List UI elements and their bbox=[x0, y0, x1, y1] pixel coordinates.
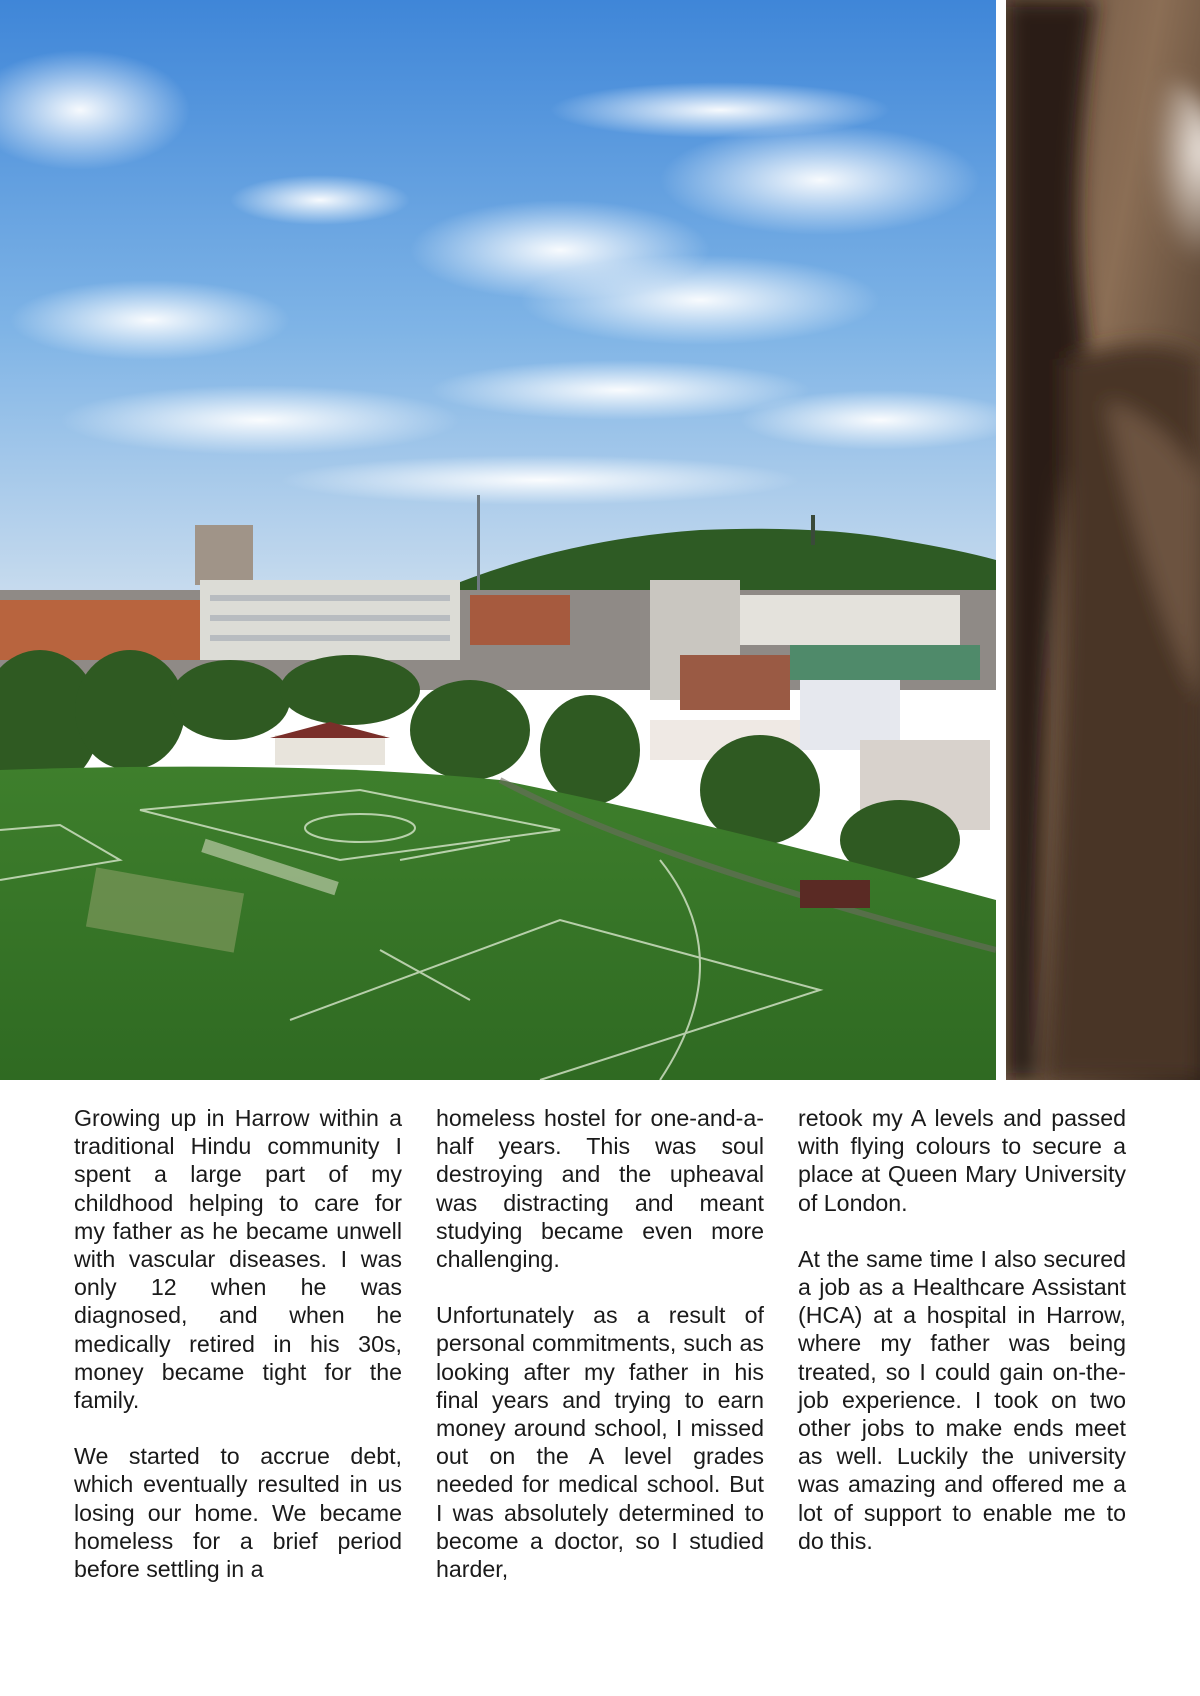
paragraph: At the same time I also secured a job as a Healthcare Assistant (HCA) at a hospital in Harrow, where my father was being treated, so I could gain on-the-job experience. I took on two other jobs to make ends meet as well. Luckily the university was amazing and offered me a lot of support to enable me to do this. bbox=[798, 1245, 1126, 1554]
article-column-2 bbox=[436, 1104, 764, 1611]
blurred-portrait-photo bbox=[1006, 0, 1200, 1080]
article-columns bbox=[74, 1104, 1126, 1611]
article-column-1 bbox=[74, 1104, 402, 1611]
paragraph: We started to accrue debt, which eventually resulted in us losing our home. We became homeless for a brief period before settling in a bbox=[74, 1443, 402, 1583]
paragraph: Growing up in Harrow within a traditional Hindu community I spent a large part of my childhood helping to care for my father as he became unwell with vascular diseases. I was only 12 when he was diagnosed, and when he medically retired in his 30s, money became tight for the family. bbox=[74, 1105, 402, 1414]
article-column-3 bbox=[798, 1104, 1126, 1611]
paragraph: Unfortunately as a result of personal commitments, such as looking after my father in his final years and trying to earn money around school, I missed out on the A level grades needed for medical school. But I was absolutely determined to become a doctor, so I studied harder, bbox=[436, 1302, 764, 1583]
paragraph: homeless hostel for one-and-a-half years. This was soul destroying and the upheaval was distracting and meant studying became even more challenging. bbox=[436, 1105, 764, 1273]
blurred-portrait-illustration bbox=[1006, 0, 1200, 1080]
paragraph: retook my A levels and passed with flying colours to secure a place at Queen Mary University of London. bbox=[798, 1105, 1126, 1216]
